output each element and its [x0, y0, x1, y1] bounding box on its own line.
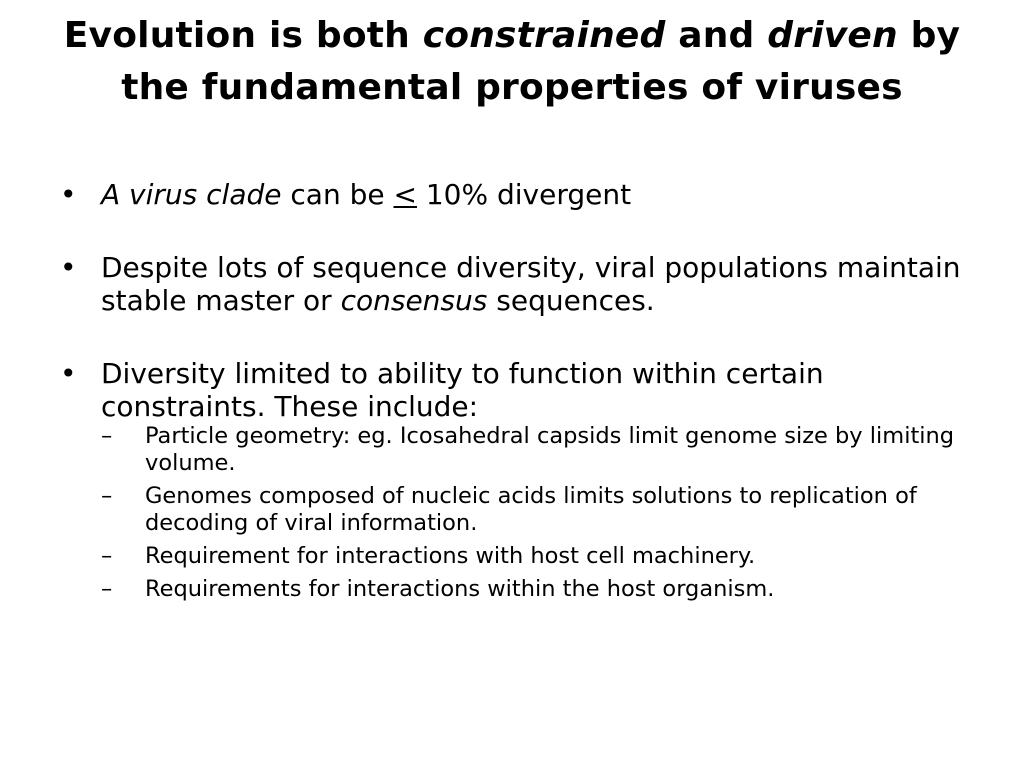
bullet-marker: • [60, 178, 77, 211]
bullet-marker: • [60, 357, 77, 390]
sub-bullet-item [101, 483, 986, 537]
sub-bullet-text: Particle geometry: eg. Icosahedral capsids limit genome size by limiting volume. [145, 423, 955, 476]
slide-body [56, 178, 986, 609]
bullet-text: sequences. [487, 284, 655, 317]
bullet-marker: • [60, 251, 77, 284]
bullet-text: A virus [101, 178, 207, 211]
bullet-item [56, 178, 986, 211]
sub-bullet-text: Requirement for interactions with host cell machinery. [145, 543, 756, 569]
title-emphasis-constrained: constrained [422, 15, 666, 56]
title-emphasis-driven: driven [767, 15, 898, 56]
sub-bullet-item [101, 576, 986, 603]
title-text-2: and [665, 15, 768, 56]
bullet-item [56, 251, 986, 317]
slide-title [40, 10, 984, 114]
title-text-3: by the fundamental properties of viruses [121, 15, 961, 108]
bullet-text: can be [281, 178, 394, 211]
bullet-text: Despite lots of sequence diversity, viral populations maintain stable master or [101, 251, 961, 317]
sub-bullet-text: Genomes composed of nucleic acids limits solutions to replication of decoding of viral information. [145, 483, 917, 536]
sub-bullet-item [101, 423, 986, 477]
sub-bullet-item [101, 543, 986, 570]
sub-bullet-text: Requirements for interactions within the host organism. [145, 576, 775, 602]
sub-bullet-marker: – [101, 543, 113, 569]
bullet-emphasis-clade: clade [206, 178, 282, 211]
bullet-emphasis-consensus: consensus [340, 284, 488, 317]
sub-bullet-marker: – [101, 576, 113, 602]
sub-bullet-marker: – [101, 483, 113, 509]
bullet-text: Diversity limited to ability to function within certain constraints. These include: [101, 357, 824, 423]
sub-bullet-list [56, 423, 986, 603]
bullet-item [56, 357, 986, 423]
sub-bullet-marker: – [101, 423, 113, 449]
less-than-or-equal-symbol: < [393, 178, 417, 211]
title-text-1: Evolution is both [63, 15, 423, 56]
bullet-text: 10% divergent [416, 178, 632, 211]
